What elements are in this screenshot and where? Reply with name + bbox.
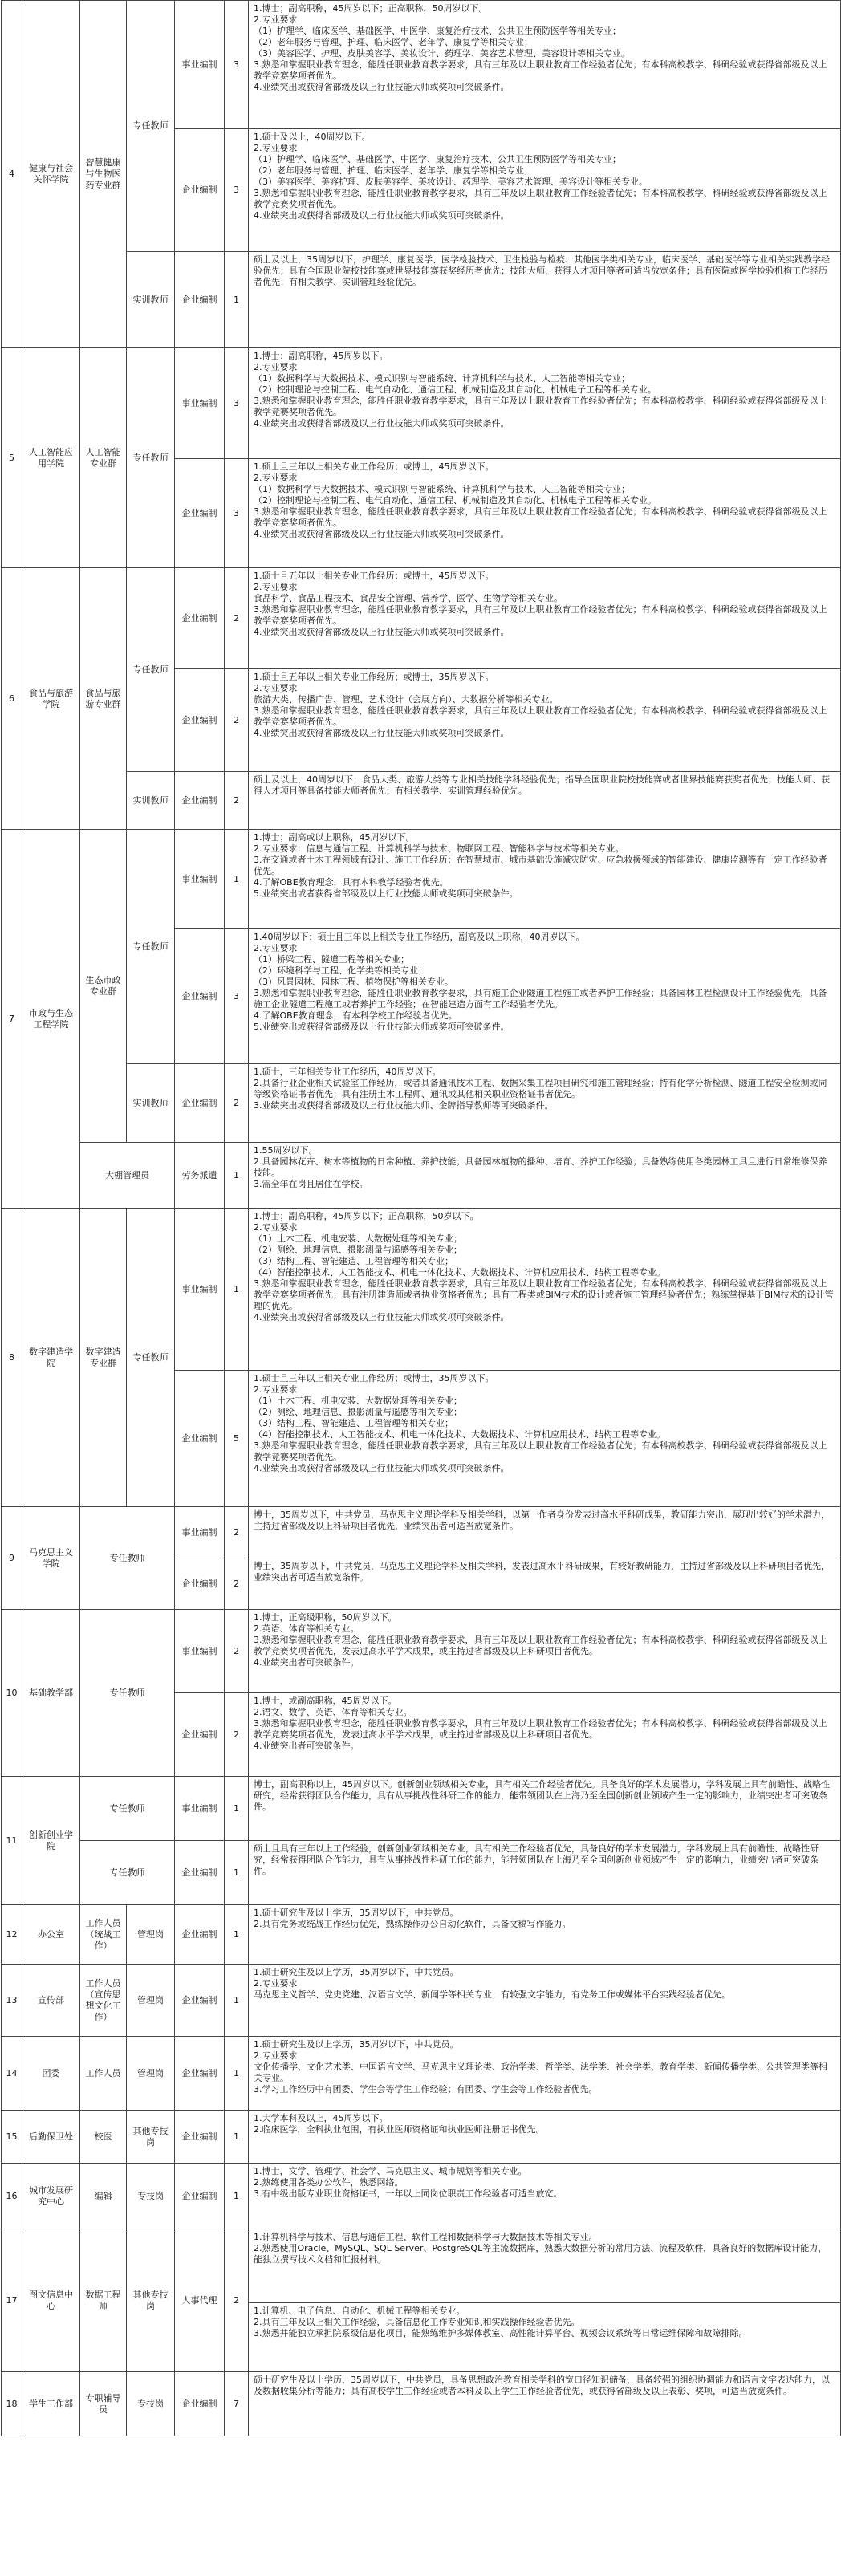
requirement-line: 1.硕士研究生及以上学历，35周岁以下，中共党员。 — [254, 1908, 459, 1918]
program-group: 工作人员（统战工作） — [80, 1905, 127, 1965]
headcount: 2 — [225, 568, 249, 669]
requirement-line: 2.英语、体育等相关专业。 — [254, 1623, 360, 1634]
requirement-line: 3.熟悉和掌握职业教育理念，能胜任职业教育教学要求，具有三年及以上职业教育工作经验者优先；有本科高校教学、科研经验或获得省部级及以上教学竞赛奖项者优先；具有注册建造师或者执业资格者优先；具有工程类或BIM技术的设计或者施工管理经验者优先；熟练掌握基于BIM技术的设计管理的优先。 — [254, 1278, 834, 1311]
program-group: 食品与旅游专业群 — [80, 568, 127, 830]
requirement-line: 博士，副高职称以上，45周岁以下。创新创业领域相关专业，具有相关工作经验者优先。具备良好的学术发展潜力，学科发展上具有前瞻性、战略性研究，经常获得团队合作能力，具有从事挑战性科研工作的能力，能带领团队在上海乃至全国创新创业领域产生一定的影响力，业绩突出者可突破条件。 — [254, 1779, 830, 1812]
requirements — [249, 1, 841, 129]
headcount: 3 — [225, 929, 249, 1064]
requirement-line: 文化传播学、文化艺术类、中国语言文学、马克思主义理论类、政治学类、哲学类、法学类、社会学类、教育学类、新闻传播学类、公共管理类等相关专业。 — [254, 2062, 827, 2083]
college-name: 数字建造学院 — [22, 1209, 80, 1507]
requirements — [249, 772, 841, 830]
requirement-line: （3）结构工程、智能建造、工程管理等相关专业； — [254, 1256, 453, 1266]
requirement-line: （3）结构工程、智能建造、工程管理等相关专业； — [254, 1418, 453, 1428]
requirement-line: 2.专业要求 — [254, 2050, 298, 2061]
requirement-line: 4.业绩突出者可突破条件。 — [254, 1741, 360, 1751]
requirement-line: 食品科学、食品工程技术、食品安全管理、营养学、医学、生物学等相关专业。 — [254, 593, 563, 603]
college-name: 食品与旅游学院 — [22, 568, 80, 830]
staffing-type: 事业编制 — [175, 1610, 225, 1693]
requirement-line: 2.熟练使用各类办公软件，熟悉网络。 — [254, 2177, 404, 2188]
row-number: 15 — [2, 2111, 22, 2164]
requirement-line: 3.熟悉和掌握职业教育理念，能胜任职业教育教学要求，具有三年及以上职业教育工作经验者优先；有本科高校教学、科研经验或获得省部级及以上教学竞赛奖项者优先。 — [254, 604, 827, 626]
position-type: 管理岗 — [127, 2037, 175, 2111]
college-name: 后勤保卫处 — [22, 2111, 80, 2164]
staffing-type: 企业编制 — [175, 929, 225, 1064]
table-row — [2, 2229, 841, 2303]
college-name: 城市发展研究中心 — [22, 2164, 80, 2229]
requirements — [249, 1143, 841, 1209]
requirement-line: 1.硕士研究生及以上学历，35周岁以下，中共党员。 — [254, 2039, 459, 2050]
college-name: 宣传部 — [22, 1965, 80, 2037]
requirement-line: 硕士及以上，40周岁以下；食品大类、旅游大类等专业相关技能学科经验优先；指导全国职业院校技能赛或者世界技能赛获奖者优先；技能大师、获得人才项目等具备技能大师者优先；有相关教学、实训管理经验优先。 — [254, 774, 830, 796]
position-type: 专任教师 — [80, 1777, 175, 1841]
requirements — [249, 2303, 841, 2372]
requirement-line: 2.具备行业企业相关试验室工作经历，或者具备通讯技术工程、数据采集工程项目研究和施工管理经验；持有化学分析检测、隧道工程安全检测或同等级资格证书者优先；具有注册土木工程师、通讯或其他相关职业资格证书者优先。 — [254, 1078, 827, 1099]
program-group: 人工智能专业群 — [80, 348, 127, 568]
requirements — [249, 1693, 841, 1777]
table-row — [2, 1610, 841, 1693]
headcount: 2 — [225, 2229, 249, 2372]
requirement-line: 2.具备园林花卉、树木等植物的日常种植、养护技能；具备园林植物的播种、培育、养护工作经验；具备熟练使用各类园林工具且进行日常维修保养技能。 — [254, 1156, 827, 1178]
row-number: 4 — [2, 1, 22, 348]
table-row — [2, 772, 841, 830]
requirements — [249, 1371, 841, 1507]
requirement-line: 2.专业要求 — [254, 1384, 298, 1395]
college-name: 创新创业学院 — [22, 1777, 80, 1905]
staffing-type: 企业编制 — [175, 459, 225, 568]
staffing-type: 企业编制 — [175, 1558, 225, 1610]
row-number: 17 — [2, 2229, 22, 2372]
requirement-line: 2.专业要求 — [254, 683, 298, 693]
college-name: 图文信息中心 — [22, 2229, 80, 2372]
requirement-line: 5.业绩突出或获得省部级及以上行业技能大师或奖项可突破条件。 — [254, 1022, 510, 1032]
requirement-line: 3.需全年在岗且居住在学校。 — [254, 1179, 368, 1189]
requirement-line: 2.专业要求 — [254, 1222, 298, 1233]
row-number: 5 — [2, 348, 22, 568]
table-row — [2, 252, 841, 348]
table-row — [2, 2372, 841, 2436]
requirement-line: 2.专业要求 — [254, 14, 298, 25]
college-name: 学生工作部 — [22, 2372, 80, 2436]
requirement-line: （1）数据科学与大数据技术、模式识别与智能系统、计算机科学与技术、人工智能等相关专业； — [254, 373, 630, 384]
position-type: 实训教师 — [127, 252, 175, 348]
requirement-line: 博士，35周岁以下，中共党员，马克思主义理论学科及相关学科，以第一作者身份发表过高水平科研成果，教研能力突出，展现出较好的学术潜力，主持过省部级及以上科研项目者优先，业绩突出者可适当放宽条件。 — [254, 1509, 830, 1531]
headcount: 1 — [225, 2037, 249, 2111]
requirement-line: 2.专业要求 — [254, 143, 298, 153]
table-body — [2, 1, 841, 2436]
requirement-line: （2）环境科学与工程、化学类等相关专业； — [254, 965, 427, 976]
headcount: 3 — [225, 459, 249, 568]
requirement-line: （1）土木工程、机电安装、大数据处理等相关专业； — [254, 1233, 462, 1244]
requirement-line: 1.硕士且三年以上相关专业工作经历；或博士，45周岁以下。 — [254, 461, 494, 472]
program-group: 工作人员（宣传思想文化工作） — [80, 1965, 127, 2037]
headcount: 2 — [225, 669, 249, 772]
staffing-type: 事业编制 — [175, 1507, 225, 1558]
table-row — [2, 1965, 841, 2037]
requirement-line: （1）数据科学与大数据技术、模式识别与智能系统、计算机科学与技术、人工智能等相关专业； — [254, 484, 630, 494]
position-type: 管理岗 — [127, 1965, 175, 2037]
staffing-type: 企业编制 — [175, 2164, 225, 2229]
requirement-line: 1.博士；副高职称，45周岁以下；正高职称，50周岁以下。 — [254, 3, 488, 14]
requirements — [249, 2111, 841, 2164]
requirement-line: 2.专业要求 — [254, 362, 298, 372]
program-group: 专职辅导员 — [80, 2372, 127, 2436]
requirement-line: 2.专业要求 — [254, 1978, 298, 1989]
table-row — [2, 1507, 841, 1558]
requirement-line: 博士，35周岁以下，中共党员，马克思主义理论学科及相关学科，发表过高水平科研成果，有较好教研能力，主持过省部级及以上科研项目者优先，业绩突出者可适当放宽条件。 — [254, 1561, 830, 1583]
row-number: 13 — [2, 1965, 22, 2037]
requirement-line: 1.硕士及以上，40周岁以下。 — [254, 132, 371, 142]
staffing-type: 企业编制 — [175, 252, 225, 348]
requirement-line: 1.博士；副高或以上职称，45周岁以下。 — [254, 832, 415, 843]
requirement-line: （4）智能控制技术、人工智能技术、机电一体化技术、大数据技术、计算机应用技术、结构工程等专业。 — [254, 1429, 665, 1440]
requirement-line: 2.具有党务或统战工作经历优先，熟练操作办公自动化软件，具备文稿写作能力。 — [254, 1919, 571, 1929]
requirement-line: 3.业绩突出或获得省部级及以上行业技能大师、金牌指导教师等可突破条件。 — [254, 1100, 554, 1111]
staffing-type: 企业编制 — [175, 1965, 225, 2037]
position-type: 专任教师 — [127, 1209, 175, 1507]
requirements — [249, 348, 841, 459]
program-group: 数据工程师 — [80, 2229, 127, 2372]
row-number: 18 — [2, 2372, 22, 2436]
requirement-line: 1.大学本科及以上，45周岁以下。 — [254, 2113, 388, 2123]
table-row — [2, 1, 841, 129]
requirement-line: 4.业绩突出或获得省部级及以上行业技能大师或奖项可突破条件。 — [254, 529, 510, 539]
requirement-line: （2）控制理论与控制工程、电气自动化、通信工程、机械制造及其自动化、机械电子工程等相关专业。 — [254, 495, 656, 506]
position-type: 专技岗 — [127, 2164, 175, 2229]
requirement-line: （1）护理学、临床医学、基础医学、中医学、康复治疗技术、公共卫生预防医学等相关专业； — [254, 26, 621, 36]
headcount: 1 — [225, 1777, 249, 1841]
staffing-type: 事业编制 — [175, 1777, 225, 1841]
headcount: 5 — [225, 1371, 249, 1507]
requirement-line: 4.了解OBE教育理念，有本科学校工作经验者优先。 — [254, 1010, 457, 1021]
row-number: 10 — [2, 1610, 22, 1777]
row-number: 14 — [2, 2037, 22, 2111]
requirement-line: 4.业绩突出或获得省部级及以上行业技能大师或奖项可突破条件。 — [254, 1312, 510, 1323]
requirement-line: 1.计算机、电子信息、自动化、机械工程等相关专业。 — [254, 2306, 465, 2316]
headcount: 2 — [225, 1558, 249, 1610]
requirement-line: 1.55周岁以下。 — [254, 1145, 318, 1156]
row-number: 12 — [2, 1905, 22, 1965]
requirement-line: 3.熟悉并能独立承担院系级信息化项目，能熟练维护多媒体教室、高性能计算平台、视频会议系统等日常运维保障和故障排除。 — [254, 2328, 748, 2338]
requirements — [249, 1841, 841, 1905]
staffing-type: 企业编制 — [175, 1371, 225, 1507]
requirements — [249, 252, 841, 348]
position-type: 大棚管理员 — [80, 1143, 175, 1209]
requirements — [249, 1965, 841, 2037]
program-group: 生态市政专业群 — [80, 830, 127, 1143]
table-row — [2, 2111, 841, 2164]
table-row — [2, 1841, 841, 1905]
requirement-line: 4.了解OBE教育理念，具有本科教学经验者优先。 — [254, 877, 449, 888]
requirements — [249, 1777, 841, 1841]
position-type: 管理岗 — [127, 1905, 175, 1965]
table-row — [2, 2164, 841, 2229]
requirement-line: 5.业绩突出或者获得省部级及以上行业技能大师或奖项可突破条件。 — [254, 888, 518, 899]
headcount: 1 — [225, 1905, 249, 1965]
requirement-line: 马克思主义哲学、党史党建、汉语言文学、新闻学等相关专业；有较强文字能力，有党务工作或媒体平台实践经验者优先。 — [254, 1989, 730, 2000]
row-number: 6 — [2, 568, 22, 830]
staffing-type: 企业编制 — [175, 1841, 225, 1905]
staffing-type: 企业编制 — [175, 772, 225, 830]
requirement-line: 1.博士，正高级职称，50周岁以下。 — [254, 1612, 397, 1623]
row-number: 7 — [2, 830, 22, 1209]
requirement-line: （2）老年服务与管理、护理、临床医学、老年学、康复学等相关专业； — [254, 165, 533, 176]
table-row — [2, 1905, 841, 1965]
position-type: 实训教师 — [127, 772, 175, 830]
requirement-line: 硕士研究生及以上学历，35周岁以下，中共党员，具备思想政治教育相关学科的宽口径知识储备，具备较强的组织协调能力和语言文字表达能力，以及数据收集分析等能力；具有高校学生工作经验或者本科及以上学生工作经验者优先，或获得省部级及以上表彰、奖项，可适当放宽条件。 — [254, 2375, 830, 2396]
requirements — [249, 2229, 841, 2303]
headcount: 1 — [225, 1965, 249, 2037]
requirement-line: 3.熟悉和掌握职业教育理念，能胜任职业教育教学要求，具有三年及以上职业教育工作经验者优先；有本科高校教学、科研经验或获得省部级及以上教学竞赛奖项者优先，发表过高水平学术成果，或主持过省部级及以上科研项目者优先。 — [254, 1635, 827, 1656]
requirements — [249, 2164, 841, 2229]
requirement-line: 2.语文、数学、英语、体育等相关专业。 — [254, 1707, 412, 1717]
position-type: 专任教师 — [80, 1507, 175, 1610]
requirement-line: 2.具有三年及以上相关工作经验，具备信息化工作专业知识和实践操作经验者优先。 — [254, 2317, 580, 2327]
requirement-line: 4.业绩突出或获得省部级及以上行业技能大师或奖项可突破条件。 — [254, 627, 510, 637]
requirement-line: （4）智能控制技术、人工智能技术、机电一体化技术、大数据技术、计算机应用技术、结构工程等专业。 — [254, 1267, 665, 1278]
requirement-line: 1.硕士研究生及以上学历，35周岁以下，中共党员。 — [254, 1967, 459, 1977]
requirement-line: 3.熟悉和掌握职业教育理念，能胜任职业教育教学要求，具有三年及以上职业教育工作经验者优先；有本科高校教学、科研经验或获得省部级及以上教学竞赛奖项者优先。 — [254, 59, 827, 81]
requirements — [249, 1905, 841, 1965]
row-number: 11 — [2, 1777, 22, 1905]
headcount: 3 — [225, 1, 249, 129]
table-row — [2, 830, 841, 929]
headcount: 3 — [225, 348, 249, 459]
position-type: 实训教师 — [127, 1064, 175, 1143]
requirements — [249, 830, 841, 929]
table-row — [2, 348, 841, 459]
college-name: 健康与社会关怀学院 — [22, 1, 80, 348]
headcount: 1 — [225, 2164, 249, 2229]
staffing-type: 企业编制 — [175, 1693, 225, 1777]
college-name: 办公室 — [22, 1905, 80, 1965]
requirement-line: 2.熟悉使用Oracle、MySQL、SQL Server、PostgreSQL等主流数据库，熟悉大数据分析的常用方法、流程及软件，具备良好的数据库设计能力，能独立撰写技术文档和汇报材料。 — [254, 2243, 827, 2265]
requirement-line: 1.博士；副高职称，45周岁以下；正高职称，50岁以下。 — [254, 1211, 479, 1221]
position-type: 专任教师 — [127, 348, 175, 568]
requirements — [249, 669, 841, 772]
requirement-line: 硕士且具有三年以上工作经验，创新创业领域相关专业，具有相关工作经验者优先，具备良好的学术发展潜力，学科发展上具有前瞻性、战略性研究，经常获得团队合作能力，具有从事挑战性科研工作的能力，能带领团队在上海乃至全国创新创业领域产生一定的影响力，业绩突出者可突破条件。 — [254, 1843, 819, 1876]
requirements — [249, 1610, 841, 1693]
requirement-line: 1.硕士且五年以上相关专业工作经历；或博士，35周岁以下。 — [254, 672, 494, 682]
table-row — [2, 1064, 841, 1143]
program-group: 智慧健康与生物医药专业群 — [80, 1, 127, 348]
requirement-line: 4.业绩突出者可突破条件。 — [254, 1657, 360, 1668]
position-type: 其他专技岗 — [127, 2229, 175, 2372]
requirement-line: 1.硕士且三年以上相关专业工作经历；或博士，35周岁以下。 — [254, 1373, 494, 1383]
requirement-line: （3）美容医学、美容护理、皮肤美容学、美妆设计、药理学、美容艺术管理、美容设计等相关专业。 — [254, 177, 648, 187]
requirement-line: （2）控制理论与控制工程、电气自动化、通信工程、机械制造及其自动化、机械电子工程等相关专业。 — [254, 384, 656, 395]
staffing-type: 事业编制 — [175, 830, 225, 929]
position-type: 专任教师 — [80, 1610, 175, 1777]
requirement-line: 4.业绩突出或获得省部级及以上行业技能大师或奖项可突破条件。 — [254, 210, 510, 221]
requirement-line: 4.业绩突出或获得省部级及以上行业技能大师或奖项可突破条件。 — [254, 728, 510, 738]
staffing-type: 企业编制 — [175, 669, 225, 772]
table-row — [2, 1777, 841, 1841]
requirement-line: 4.业绩突出或获得省部级及以上行业技能大师或奖项可突破条件。 — [254, 418, 510, 429]
requirement-line: 3.学习工作经历中有团委、学生会等学生工作经验；有团委、学生会等工作经验者优先。 — [254, 2084, 598, 2095]
program-group: 工作人员 — [80, 2037, 127, 2111]
headcount: 2 — [225, 1507, 249, 1558]
requirement-line: （2）测绘、地理信息、摄影测量与遥感等相关专业； — [254, 1245, 462, 1255]
headcount: 1 — [225, 830, 249, 929]
requirement-line: 1.博士，文学、管理学、社会学、马克思主义、城市规划等相关专业。 — [254, 2166, 527, 2176]
position-type: 专任教师 — [127, 1, 175, 252]
position-type: 专技岗 — [127, 2372, 175, 2436]
requirements — [249, 929, 841, 1064]
headcount: 1 — [225, 2111, 249, 2164]
requirement-line: 3.熟悉和掌握职业教育理念，能胜任职业教育教学要求，具有三年及以上职业教育工作经验者优先；有本科高校教学、科研经验或获得省部级及以上教学竞赛奖项者优先。 — [254, 705, 827, 727]
headcount: 7 — [225, 2372, 249, 2436]
staffing-type: 事业编制 — [175, 348, 225, 459]
staffing-type: 企业编制 — [175, 568, 225, 669]
requirements — [249, 2372, 841, 2436]
requirement-line: 硕士及以上，35周岁以下，护理学、康复医学、医学检验技术、卫生检验与检疫、其他医学类相关专业，临床医学、基础医学等专业相关实践教学经验优先；具有全国职业院校技能赛或世界技能赛获奖经历者优先；技能大师、获得人才项目等者可适当放宽条件；具有医院或医学检验机构工作经历者优先；有相关教学、实训管理经验优先。 — [254, 254, 830, 287]
position-type: 专任教师 — [127, 568, 175, 772]
headcount: 3 — [225, 129, 249, 252]
requirement-line: （1）桥梁工程、隧道工程等相关专业； — [254, 954, 409, 965]
requirement-line: 2.临床医学，全科执业范围，有执业医师资格证和执业医师注册证书优先。 — [254, 2124, 545, 2135]
requirement-line: 3.熟悉和掌握职业教育理念，能胜任职业教育教学要求，具有三年及以上职业教育工作经验者优先；有本科高校教学、科研经验或获得省部级及以上教学竞赛奖项者优先，发表过高水平学术成果，或主持过省部级及以上科研项目者优先。 — [254, 1718, 827, 1740]
row-number: 16 — [2, 2164, 22, 2229]
requirement-line: 3.熟悉和掌握职业教育理念，能胜任职业教育教学要求，具有三年及以上职业教育工作经验者优先；有本科高校教学、科研经验或获得省部级及以上教学竞赛奖项者优先。 — [254, 1440, 827, 1462]
requirement-line: （2）测绘、地理信息、摄影测量与遥感等相关专业； — [254, 1407, 462, 1417]
college-name: 市政与生态工程学院 — [22, 830, 80, 1209]
table-row — [2, 1209, 841, 1371]
requirement-line: 1.博士；副高职称，45周岁以下。 — [254, 351, 388, 361]
staffing-type: 企业编制 — [175, 2372, 225, 2436]
college-name: 人工智能应用学院 — [22, 348, 80, 568]
headcount: 1 — [225, 252, 249, 348]
staffing-type: 企业编制 — [175, 1905, 225, 1965]
requirement-line: 2.专业要求 — [254, 943, 298, 953]
program-group: 校医 — [80, 2111, 127, 2164]
staffing-type: 企业编制 — [175, 2037, 225, 2111]
requirement-line: 4.业绩突出或获得省部级及以上行业技能大师或奖项可突破条件。 — [254, 82, 510, 92]
requirements — [249, 459, 841, 568]
staffing-type: 事业编制 — [175, 1209, 225, 1371]
requirements — [249, 568, 841, 669]
staffing-type: 企业编制 — [175, 2111, 225, 2164]
requirement-line: 1.博士，或副高职称，45周岁以下。 — [254, 1696, 397, 1706]
requirements — [249, 1558, 841, 1610]
requirement-line: 2.专业要求：信息与通信工程、计算机科学与技术、物联网工程、智能科学与技术等相关专业。 — [254, 843, 624, 854]
headcount: 2 — [225, 1693, 249, 1777]
program-group: 数字建造专业群 — [80, 1209, 127, 1507]
requirement-line: 2.专业要求 — [254, 582, 298, 592]
staffing-type: 企业编制 — [175, 1064, 225, 1143]
requirements — [249, 1507, 841, 1558]
table-row — [2, 2037, 841, 2111]
requirement-line: 1.计算机科学与技术、信息与通信工程、软件工程和数据科学与大数据技术等相关专业。 — [254, 2232, 598, 2242]
table-row — [2, 568, 841, 669]
college-name: 团委 — [22, 2037, 80, 2111]
requirement-line: （1）土木工程、机电安装、大数据处理等相关专业； — [254, 1396, 462, 1406]
staffing-type: 人事代理 — [175, 2229, 225, 2372]
requirement-line: 3.熟悉和掌握职业教育理念，能胜任职业教育教学要求，具有三年及以上职业教育工作经验者优先；有本科高校教学、科研经验或获得省部级及以上教学竞赛奖项者优先。 — [254, 188, 827, 209]
recruitment-table — [1, 0, 841, 2436]
staffing-type: 事业编制 — [175, 1, 225, 129]
requirement-line: （3）美容医学、护理、皮肤美容学、美妆设计、药理学、美容艺术管理、美容设计等相关专业。 — [254, 48, 630, 59]
staffing-type: 劳务派遣 — [175, 1143, 225, 1209]
requirements — [249, 2037, 841, 2111]
program-group: 编辑 — [80, 2164, 127, 2229]
requirement-line: （3）风景园林、园林工程、植物保护等相关专业。 — [254, 977, 453, 987]
staffing-type: 企业编制 — [175, 129, 225, 252]
position-type: 专任教师 — [80, 1841, 175, 1905]
row-number: 9 — [2, 1507, 22, 1610]
requirement-line: （1）护理学、临床医学、基础医学、中医学、康复治疗技术、公共卫生预防医学等相关专业； — [254, 154, 621, 165]
requirement-line: 3.熟悉和掌握职业教育理念，能胜任职业教育教学要求，具有施工企业隧道工程施工或者养护工作经验；具备园林工程检测设计工作经验优先，具备施工企业隧道工程施工或者养护工作经验；在智能建造方面有工作经验者优先。 — [254, 988, 827, 1010]
requirement-line: （2）老年服务与管理、护理、临床医学、老年学、康复学等相关专业； — [254, 37, 533, 47]
requirement-line: 3.熟悉和掌握职业教育理念，能胜任职业教育教学要求，具有三年及以上职业教育工作经验者优先；有本科高校教学、科研经验或获得省部级及以上教学竞赛奖项者优先。 — [254, 396, 827, 417]
position-type: 其他专技岗 — [127, 2111, 175, 2164]
headcount: 1 — [225, 1209, 249, 1371]
requirements — [249, 129, 841, 252]
requirement-line: 1.40周岁以下；硕士且三年以上相关专业工作经历，副高及以上职称，40周岁以下。 — [254, 932, 585, 942]
requirement-line: 3.熟悉和掌握职业教育理念，能胜任职业教育教学要求，具有三年及以上职业教育工作经验者优先；有本科高校教学、科研经验或获得省部级及以上教学竞赛奖项者优先。 — [254, 506, 827, 528]
requirement-line: 2.专业要求 — [254, 473, 298, 483]
position-type: 专任教师 — [127, 830, 175, 1064]
headcount: 2 — [225, 772, 249, 830]
headcount: 1 — [225, 1841, 249, 1905]
requirement-line: 3.有中级出版专业职业资格证书，一年以上同岗位职责工作经验者可适当放宽。 — [254, 2188, 563, 2199]
requirement-line: 1.硕士且五年以上相关专业工作经历；或博士，45周岁以下。 — [254, 571, 494, 581]
headcount: 2 — [225, 1610, 249, 1693]
college-name: 基础教学部 — [22, 1610, 80, 1777]
requirement-line: 1.硕士，三年相关专业工作经历，40周岁以下。 — [254, 1067, 441, 1077]
requirement-line: 4.业绩突出或获得省部级及以上行业技能大师或奖项可突破条件。 — [254, 1463, 510, 1473]
headcount: 1 — [225, 1143, 249, 1209]
row-number: 8 — [2, 1209, 22, 1507]
requirements — [249, 1209, 841, 1371]
college-name: 马克思主义学院 — [22, 1507, 80, 1610]
requirement-line: 旅游大类、传播广告、管理、艺术设计（会展方向）、大数据分析等相关专业。 — [254, 694, 559, 705]
requirement-line: 3.在交通或者土木工程领域有设计、施工工作经历；在智慧城市、城市基础设施减灾防灾、应急救援领域的智能建设、健康监测等有一定工作经验者优先。 — [254, 855, 827, 876]
requirements — [249, 1064, 841, 1143]
table-row — [2, 1143, 841, 1209]
headcount: 2 — [225, 1064, 249, 1143]
